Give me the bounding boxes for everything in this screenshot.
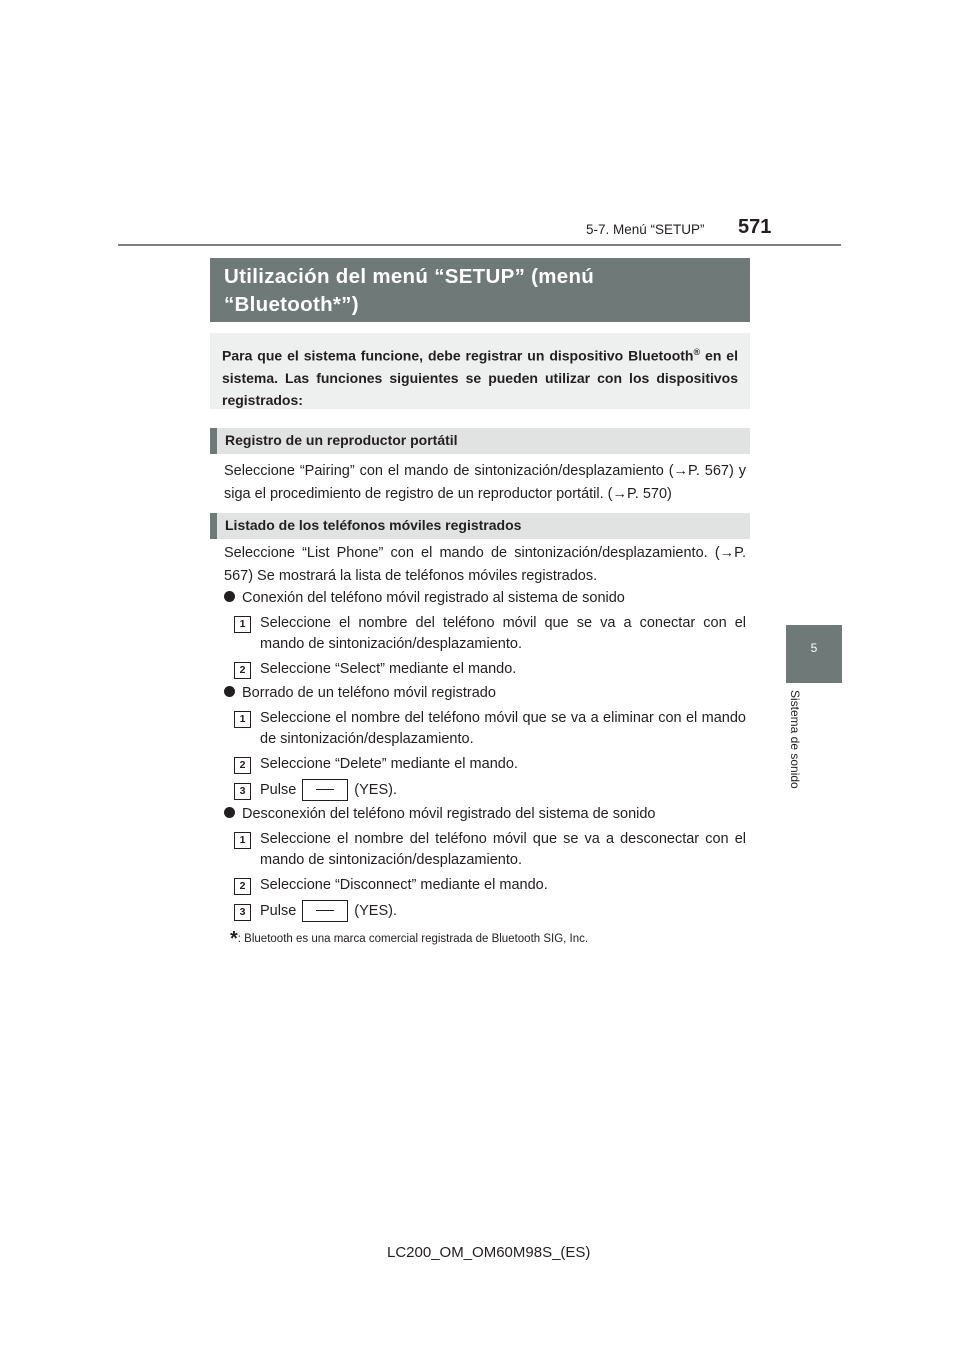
- step-text-before-key: Pulse: [260, 902, 297, 919]
- bullet-icon: [224, 807, 235, 818]
- section-reference: 5-7. Menú “SETUP”: [586, 222, 705, 237]
- footnote-marker: *: [230, 928, 238, 950]
- bullet-icon: [224, 591, 235, 602]
- step-number-badge: 2: [234, 662, 251, 679]
- page-title: [210, 258, 750, 319]
- subheading-text: Listado de los teléfonos móviles registrados: [225, 517, 522, 533]
- step-text-before-key: Pulse: [260, 781, 297, 798]
- step-text-after-key: (YES).: [354, 781, 397, 798]
- page-number: 571: [738, 216, 772, 238]
- bullet-label: Borrado de un teléfono móvil registrado: [242, 685, 496, 701]
- chapter-label: [780, 690, 810, 820]
- bullet-label: Conexión del teléfono móvil registrado al sistema de sonido: [242, 590, 625, 606]
- bullet-disconnect: [224, 803, 746, 825]
- step-number-badge: 2: [234, 878, 251, 895]
- step-text: Seleccione “Disconnect” mediante el mando.: [260, 877, 548, 893]
- subheading-portable-player: [210, 428, 750, 454]
- step-text: Seleccione el nombre del teléfono móvil que se va a desconectar con el mando de sintonización/desplazamiento.: [260, 831, 746, 868]
- subheading-text: Registro de un reproductor portátil: [225, 432, 458, 448]
- chapter-label-text: Sistema de sonido: [788, 690, 802, 789]
- phone-key-icon: [302, 900, 348, 922]
- bullet-connect: [224, 587, 746, 609]
- step-text: Seleccione “Select” mediante el mando.: [260, 661, 517, 677]
- footnote: [230, 928, 588, 951]
- step-number-badge: 1: [234, 711, 251, 728]
- bullet-icon: [224, 686, 235, 697]
- header-divider: [118, 244, 841, 246]
- page-title-line-1: Utilización del menú “SETUP” (menú: [224, 265, 595, 288]
- phone-key-icon: [302, 779, 348, 801]
- step-text-after-key: (YES).: [354, 902, 397, 919]
- step-number-badge: 3: [234, 904, 251, 921]
- step-text: [260, 900, 746, 922]
- chapter-number: 5: [810, 641, 818, 655]
- intro-box: [210, 333, 750, 409]
- title-banner: [210, 258, 750, 322]
- step-text: Seleccione el nombre del teléfono móvil que se va a eliminar con el mando de sintonización/desplazamiento.: [260, 710, 746, 747]
- step-text: Seleccione el nombre del teléfono móvil que se va a conectar con el mando de sintonización/desplazamiento.: [260, 615, 746, 652]
- intro-text-part-2: en el sistema. Las funciones siguientes se pueden utilizar con los dispositivos registrados:: [222, 347, 738, 408]
- step-number-badge: 1: [234, 616, 251, 633]
- intro-text: [210, 333, 750, 411]
- subheading-registered-phones: [210, 513, 750, 539]
- page-title-line-2: “Bluetooth*”): [224, 293, 359, 316]
- bullet-label: Desconexión del teléfono móvil registrado del sistema de sonido: [242, 806, 656, 822]
- step-text: Seleccione “Delete” mediante el mando.: [260, 756, 518, 772]
- footnote-text: : Bluetooth es una marca comercial registrada de Bluetooth SIG, Inc.: [237, 933, 589, 945]
- step-text: [260, 779, 746, 801]
- document-code: LC200_OM_OM60M98S_(ES): [387, 1244, 591, 1261]
- step-number-badge: 2: [234, 757, 251, 774]
- intro-text-part-1: Para que el sistema funcione, debe registrar un dispositivo Bluetooth: [222, 347, 694, 364]
- step-number-badge: 3: [234, 783, 251, 800]
- step-number-badge: 1: [234, 832, 251, 849]
- bullet-delete: [224, 682, 746, 704]
- registered-mark: ®: [693, 347, 701, 357]
- portable-player-paragraph: Seleccione “Pairing” con el mando de sintonización/desplazamiento (→P. 567) y siga el procedimiento de registro de un reproductor portátil. (→P. 570): [224, 463, 746, 502]
- registered-phones-paragraph: Seleccione “List Phone” con el mando de sintonización/desplazamiento. (→P. 567) Se mostrará la lista de teléfonos móviles registrados.: [224, 545, 746, 584]
